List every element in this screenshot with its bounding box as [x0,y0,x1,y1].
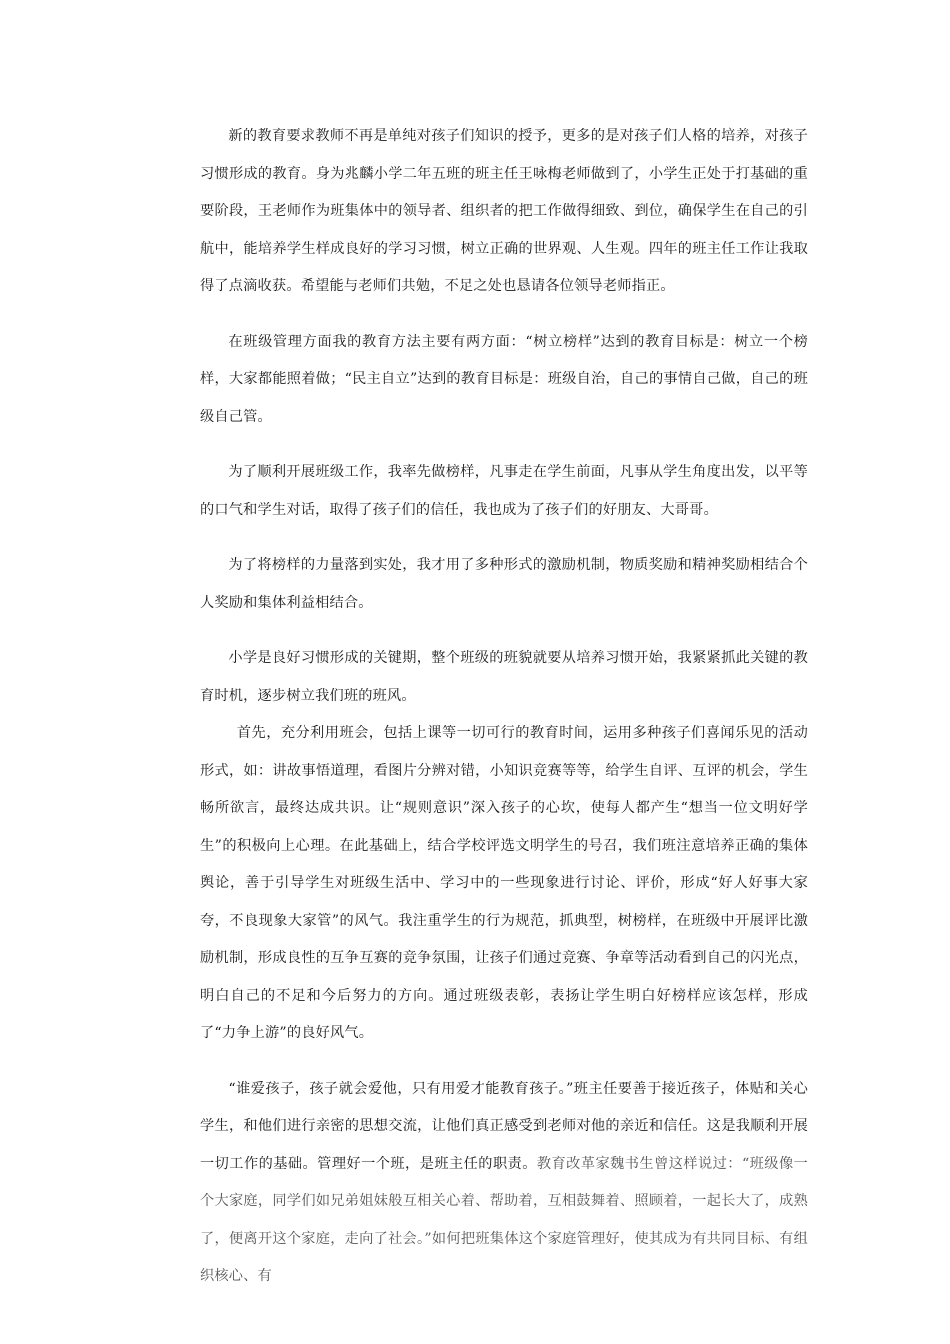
paragraph-management-methods: 在班级管理方面我的教育方法主要有两方面：“树立榜样”达到的教育目标是：树立一个榜样，大家都能照着做；“民主自立”达到的教育目标是：班级自治，自己的事情自己做，自己的班级自己管。 [200,333,808,425]
paragraph-love-children-part1: “谁爱孩子，孩子就会爱他，只有用爱才能教育孩子。”班主任要善于接近孩子，体贴和关心学生，和他们进行亲密的思想交流，让他们真正感受到老师对他的亲近和信任。这是我顺利开展一切工作的基础。管理好一个班，是班主任的职责。 [200,1080,808,1172]
paragraph-set-example: 为了顺利开展班级工作，我率先做榜样，凡事走在学生前面，凡事从学生角度出发，以平等的口气和学生对话，取得了孩子们的信任，我也成为了孩子们的好朋友、大哥哥。 [200,464,808,518]
paragraph-habits: 小学是良好习惯形成的关键期，整个班级的班貌就要从培养习惯开始，我紧紧抓此关键的教育时机，逐步树立我们班的班风。 [200,650,808,704]
paragraph-love-children [200,1071,808,1296]
paragraph-first: 首先，充分利用班会，包括上课等一切可行的教育时间，运用多种孩子们喜闻乐见的活动形式，如：讲故事悟道理，看图片分辨对错，小知识竞赛等等，给学生自评、互评的机会，学生畅所欲言，最终达成共识。让“规则意识”深入孩子的心坎，使每人都产生“想当一位文明好学生”的积极向上心理。在此基础上，结合学校评选文明学生的号召，我们班注意培养正确的集体舆论，善于引导学生对班级生活中、学习中的一些现象进行讨论、评价，形成“好人好事大家夸，不良现象大家管”的风气。我注重学生的行为规范，抓典型，树榜样，在班级中开展评比激励机制，形成良性的互争互赛的竞争氛围，让孩子们通过竞赛、争章等活动看到自己的闪光点，明白自己的不足和今后努力的方向。通过班级表彰，表扬让学生明白好榜样应该怎样，形成了“力争上游”的良好风气。 [200,725,808,1041]
paragraph-incentives: 为了将榜样的力量落到实处，我才用了多种形式的激励机制，物质奖励和精神奖励相结合个人奖励和集体利益相结合。 [200,557,808,611]
paragraph-love-children-part2: 教育改革家魏书生曾这样说过：“班级像一个大家庭，同学们如兄弟姐妹般互相关心着、帮助着，互相鼓舞着、照顾着，一起长大了，成熟了，便离开这个家庭，走向了社会。”如何把班集体这个家庭管理好，使其成为有共同目标、有组织核心、有 [200,1155,808,1284]
paragraph-intro: 新的教育要求教师不再是单纯对孩子们知识的授予，更多的是对孩子们人格的培养，对孩子习惯形成的教育。身为兆麟小学二年五班的班主任王咏梅老师做到了，小学生正处于打基础的重要阶段，王老师作为班集体中的领导者、组织者的把工作做得细致、到位，确保学生在自己的引航中，能培养学生样成良好的学习习惯，树立正确的世界观、人生观。四年的班主任工作让我取得了点滴收获。希望能与老师们共勉，不足之处也恳请各位领导老师指正。 [200,128,808,294]
document-body [200,118,808,1296]
